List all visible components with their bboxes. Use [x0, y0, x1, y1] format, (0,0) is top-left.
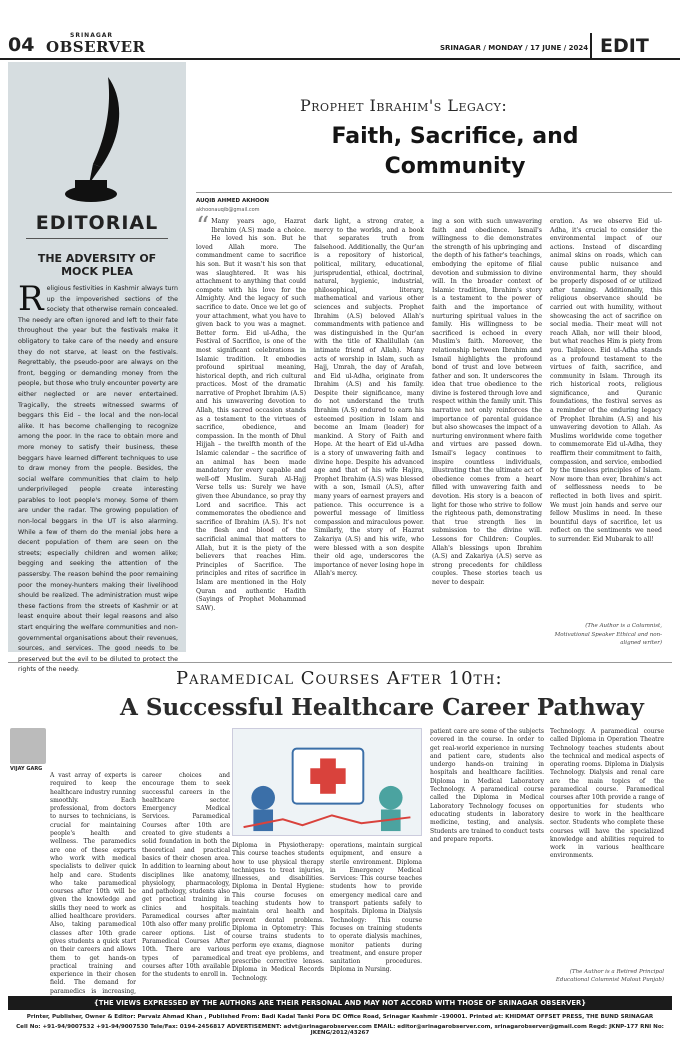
masthead	[0, 0, 680, 60]
paramedical-left-columns	[50, 772, 230, 995]
feature-kicker: Prophet Ibrahim's Legacy:	[300, 96, 508, 115]
column-text: A vast array of experts is required to keep the healthcare industry running smoothly. Each professional, from doctors to nurses to technicians, is crucial for maintaining people's health and wellness. The paramedics are one of these experts who work with medical specialists to deliver quick help and care. Students who take paramedical courses after 10th will be given the knowledge and skills they need to work as allied healthcare providers. Also, taking paramedical classes after 10th grade gives students a quick start on their careers and allows them to get hands-on practical training and experience in their chosen field. The demand for paramedics is increasing,	[50, 772, 136, 995]
paramedical-column-2	[142, 772, 230, 992]
paramedical-kicker: Paramedical Courses After 10th:	[176, 668, 503, 689]
editorial-heading: EDITORIAL	[35, 212, 159, 234]
feature-column-2	[314, 218, 424, 654]
column-text: patient care are some of the subjects covered in the course. In order to get real-world experience in nursing and patient care, students also undergo hands-on training in hospitals and healthcare facilities. Diploma in Medical Laboratory Technology. A paramedical course called the Diploma in Medical Laboratory Technology focuses on educating students in laboratory medicine, testing, and analysis. Students are trained to conduct tests and prepare reports.	[430, 728, 544, 843]
brand-city: SRINAGAR	[70, 32, 114, 39]
drop-cap: R	[18, 279, 44, 319]
headline-line-1: Faith, Sacrifice, and	[331, 124, 579, 149]
author-email: akhoonauqib@gmail.com	[196, 207, 260, 213]
divider	[8, 662, 672, 663]
divider	[26, 238, 168, 239]
quote-icon: “	[196, 212, 210, 242]
feature-columns	[196, 212, 662, 654]
headline-line-2: Community	[384, 154, 526, 179]
author-note: (The Author is a Retired Principal Educational Columnist Malout Punjab)	[555, 969, 664, 984]
column-text: career choices and encourage them to seek successful careers in the healthcare sector. Emergency Medical Services. Paramedical Courses after 10th are created to give students a solid foundation in both the theoretical and practical basics of their chosen area. In addition to learning about disciplines like anatomy, physiology, pharmacology, and pathology, students also get practical training in clinics and hospitals. Paramedical courses after 10th also offer many prolific career options. List of Paramedical Courses After 10th. There are various types of paramedical courses after 10th available for the students to enroll in.	[142, 772, 230, 979]
paramedical-middle-columns	[232, 842, 422, 992]
paramedical-column-1	[50, 772, 136, 995]
paramedical-column-3	[232, 842, 324, 992]
column-text: Diploma in Physiotherapy: This course teaches students how to use physical therapy techniques to treat injuries, illnesses, and disabilities. Diploma in Dental Hygiene: This course focuses on teaching students how to maintain oral health and prevent dental problems. Diploma in Optometry: This course trains students to perform eye exams, diagnose and treat eye problems, and prescribe corrective lenses. Diploma in Medical Records Technology.	[232, 842, 324, 982]
author-photo	[10, 728, 46, 764]
disclaimer-bar: {THE VIEWS EXPRESSED BY THE AUTHORS ARE THEIR PERSONAL AND MAY NOT ACCORD WITH THOSE OF SRINAGAR OBSERVER}	[8, 996, 672, 1010]
column-text: operations, maintain surgical equipment, and ensure a sterile environment. Diploma in Emergency Medical Services: This course teaches students how to provide emergency medical care and transport patients safely to hospitals. Diploma in Dialysis Technology: This course focuses on training students to operate dialysis machines, monitor patients during treatment, and ensure proper sanitation procedures. Diploma in Nursing.	[330, 842, 422, 974]
section-label: EDIT	[590, 33, 680, 60]
dateline: SRINAGAR / MONDAY / 17 JUNE / 2024	[440, 44, 589, 52]
column-text: dark light, a strong crater, a mercy to the worlds, and a book that separates truth from falsehood. Additionally, the Qur'an is a repository of historical, political, military, educational, jurisprudential, ethical, doctrinal, natural, hygienic, industrial, philosophical, literary, mathematical and various other sciences and subjects. Prophet Ibrahim (A.S) beloved Allah's commandments with patience and was distinguished in the Qur'an with the title of Khalilullah (an intimate friend of Allah). Many acts of worship in Islam, such as Hajj, Umrah, the day of Arafah, and Eid ul-Adha, originate from Ibrahim (A.S) and his family. Despite their significance, many do not understand the truth Ibrahim (A.S) endured to earn his esteemed position in Islam and become an Imam (leader) for mankind. A Story of Faith and Hope. At the heart of Eid ul-Adha is a story of unwavering faith and divine hope. Despite his advanced age and that of his wife Hajira, Prophet Ibrahim (A.S) was blessed with a son, Ismail (A.S), after many years of earnest prayers and patience. This occurrence is a powerful message of limitless compassion and miraculous power. Similarly, the story of Hazrat Zakariya (A.S) and his wife, who were blessed with a son despite their old age, underscores the importance of never losing hope in Allah's mercy.	[314, 218, 424, 578]
feature-column-1	[196, 212, 306, 654]
column-text: eration. As we observe Eid ul-Adha, it's crucial to consider the environmental impact of our actions. Instead of discarding animal skins on roads, which can cause public nuisance and environmental harm, they should be properly disposed of or utilized after tanning. Additionally, this religious observance should be carried out with humility, without showcasing the act of sacrifice on social media. Their meat will not reach Allah, nor will their blood, but what reaches Him is piety from you. Tailpiece. Eid ul-Adha stands as a profound testament to the virtues of faith, sacrifice, and community in Islam. Through its rich historical roots, religious significance, and Quranic foundations, the festival serves as a reminder of the enduring legacy of Prophet Ibrahim (A.S) and his unwavering devotion to Allah. As Muslims worldwide come together to commemorate Eid ul-Adha, they reaffirm their commitment to faith, compassion, and service, embodied by the timeless principles of Islam. Now more than ever, Ibrahim's act of selflessness needs to be reflected in both lives and spirit. We must join hands and serve our fellow Muslims in need. In these bountiful days of sacrifice, let us reflect on the sentiments we need to surrender. Eid Mubarak to all!	[550, 218, 662, 543]
column-text-wrap	[550, 218, 662, 618]
healthcare-illustration	[232, 728, 422, 836]
feature-headline	[270, 122, 640, 182]
feature-column-4	[550, 218, 662, 654]
brand-name: OBSERVER	[46, 38, 146, 56]
column-text: Many years ago, Hazrat Ibrahim (A.S) made a choice. He loved his son. But he loved Allah more. The commandment came to sacrifice his son. But it wasn't his son that was slaughtered. It was his attachment to anything that could compete with his love for the Almighty. And the legacy of such sacrifice to date. Once we let go of your attachment, what you have to given back to you was a magnet. Better form. Eid ul-Adha, the Festival of Sacrifice, is one of the most significant celebrations in Islamic tradition. It embodies profound spiritual meaning, historical depth, and rich cultural practices. Most of the dramatic narrative of Prophet Ibrahim (A.S) and his unwavering devotion to Allah, this sacred occasion stands as a testament to the virtues of sacrifice, obedience, and compassion. In the month of Dhul Hijjah – the twelfth month of the Islamic calendar – the sacrifice of an animal has been made mandatory for every capable and well-off Muslim. Surah Al-Hajj Verse tells us: Surely we have given thee Abundance, so pray thy Lord and sacrifice. This act commemorates the obedience and sacrifice of Ibrahim (A.S). It's not the flesh and blood of the sacrificial animal that matters to Allah, but it is the piety of the believers that reaches Him. Principles of Sacrifice. The principles and rites of sacrifice in Islam are mentioned in the Holy Quran and authentic Hadith (Sayings of Prophet Mohammad SAW).	[196, 218, 306, 612]
author-note: (The Author is a Columnist, Motivational Speaker Ethical and non-aligned writer)	[554, 623, 662, 647]
paramedical-headline: A Successful Healthcare Career Pathway	[120, 694, 644, 721]
editorial-title: THE ADVERSITY OF MOCK PLEA	[37, 252, 157, 278]
paramedical-column-6	[550, 728, 664, 992]
imprint-line: Printer, Publisher, Owner & Editor: Parvaiz Ahmad Khan , Published From: Badi Kadal Tanki Pora DC Office Road, Srinagar Kashmir -190001. Printed at: KHIDMAT OFFSET PRESS, THE BUND SRINAGAR	[26, 1014, 654, 1020]
feature-column-3	[432, 218, 542, 654]
editorial-body	[18, 279, 178, 674]
divider	[196, 192, 672, 193]
newspaper-logo	[46, 33, 145, 55]
paramedical-column-4	[330, 842, 422, 992]
contact-line: Cell No: +91-94/9007532 +91-94/9007530 Tele/Fax: 0194-2456817 ADVERTISEMENT: advt@srinagarobserver.com EMAIL: editor@srinagarobserver.com, srinagarobserver@gmail.com Regd: JKNP-177 RNI No: JKENG/2012/43267	[16, 1024, 664, 1036]
editorial-text: eligious festivities in Kashmir always turn up the impoverished sections of the society that otherwise remain concealed. The needy are often ignored and left to their fate throughout the year but the festivals make it obligatory to take care of the needy and ensure they do not starve, at least on the festivals. Regrettably, the pseudo-poor are always on the front, begging or demanding money from the people, but those who truly encounter poverty are either neglected or are never entertained. Tragically, the streets witnessed swarms of beggars this Eid – the local and the non-local alike. It has become challenging to recognize among the poor. In the race to obtain more and more money to satisfy their business, these beggars have learned different techniques to use to draw money from the people. Besides, the social welfare communities that claim to help underprivileged people create interesting parables to loot people's money. Some of them are under the radar. The growing population of non-local beggars in the UT is also alarming. While a few of them do the menial jobs here a decent population of them are seen on the streets; especially children and women alike; begging and seeking the attention of the passersby. The reason behind the poor remaining poor the money-hunters making their livelihood should be realized. The administration must wipe these factions from the streets of Kashmir or at least enquire about their legal reasons and also start enquiring the welfare communities and non-governmental organisations about their revenues, sources, and services. The good needs to be preserved but the evil to be diluted to protect the rights of the needy.	[18, 285, 178, 674]
paramedical-right-columns	[430, 728, 664, 992]
ink-pen-icon	[53, 72, 143, 207]
editorial-sidebar	[8, 62, 186, 674]
column-text: ing a son with such unwavering faith and obedience. Ismail's willingness to die demonstrates the strength of his upbringing and the depth of his father's teachings, embodying the epitome of filial devotion and submission to divine will. In the broader context of Islamic tradition, Ibrahim's story is a testament to the power of faith and the importance of nurturing spiritual values in the family. His willingness to be sacrificed is echoed in every Muslim's faith. Moreover, the relationship between Ibrahim and Ismail highlights the profound bond of trust and love between father and son. It underscores the idea that true obedience to the divine is fostered through love and respect within the family unit. This narrative not only reinforces the importance of parental guidance but also showcases the impact of a nurturing environment where faith and virtues are passed down. Ismail's legacy continues to inspire countless individuals, illustrating that the ultimate act of obedience comes from a heart filled with unwavering faith and devotion. His story is a beacon of light for those who strive to follow the righteous path, demonstrating that true strength lies in submission to the divine will. Lessons for Children: Couples. Allah's blessings upon Ibrahim (A.S) and Zakariya (A.S) serve as strong precedents for childless couples. These stories teach us never to despair.	[432, 218, 543, 586]
column-text-wrap	[550, 728, 664, 964]
paramedical-column-5	[430, 728, 544, 992]
author-name: AUQIB AHMED AKHOON	[196, 198, 270, 204]
page-number: 04	[8, 34, 35, 56]
column-text: Technology. A paramedical course called Diploma in Operation Theatre Technology teaches students about the technical and medical aspects of operating rooms. Diploma in Dialysis Technology. Dialysis and renal care are the main topics of the paramedical course. Paramedical courses after 10th provide a range of opportunities for students who desire to work in the healthcare sector. Students who complete these courses will have the specialized knowledge and abilities required to work in various healthcare environments.	[550, 728, 664, 860]
author-name: VIJAY GARG	[10, 766, 43, 772]
